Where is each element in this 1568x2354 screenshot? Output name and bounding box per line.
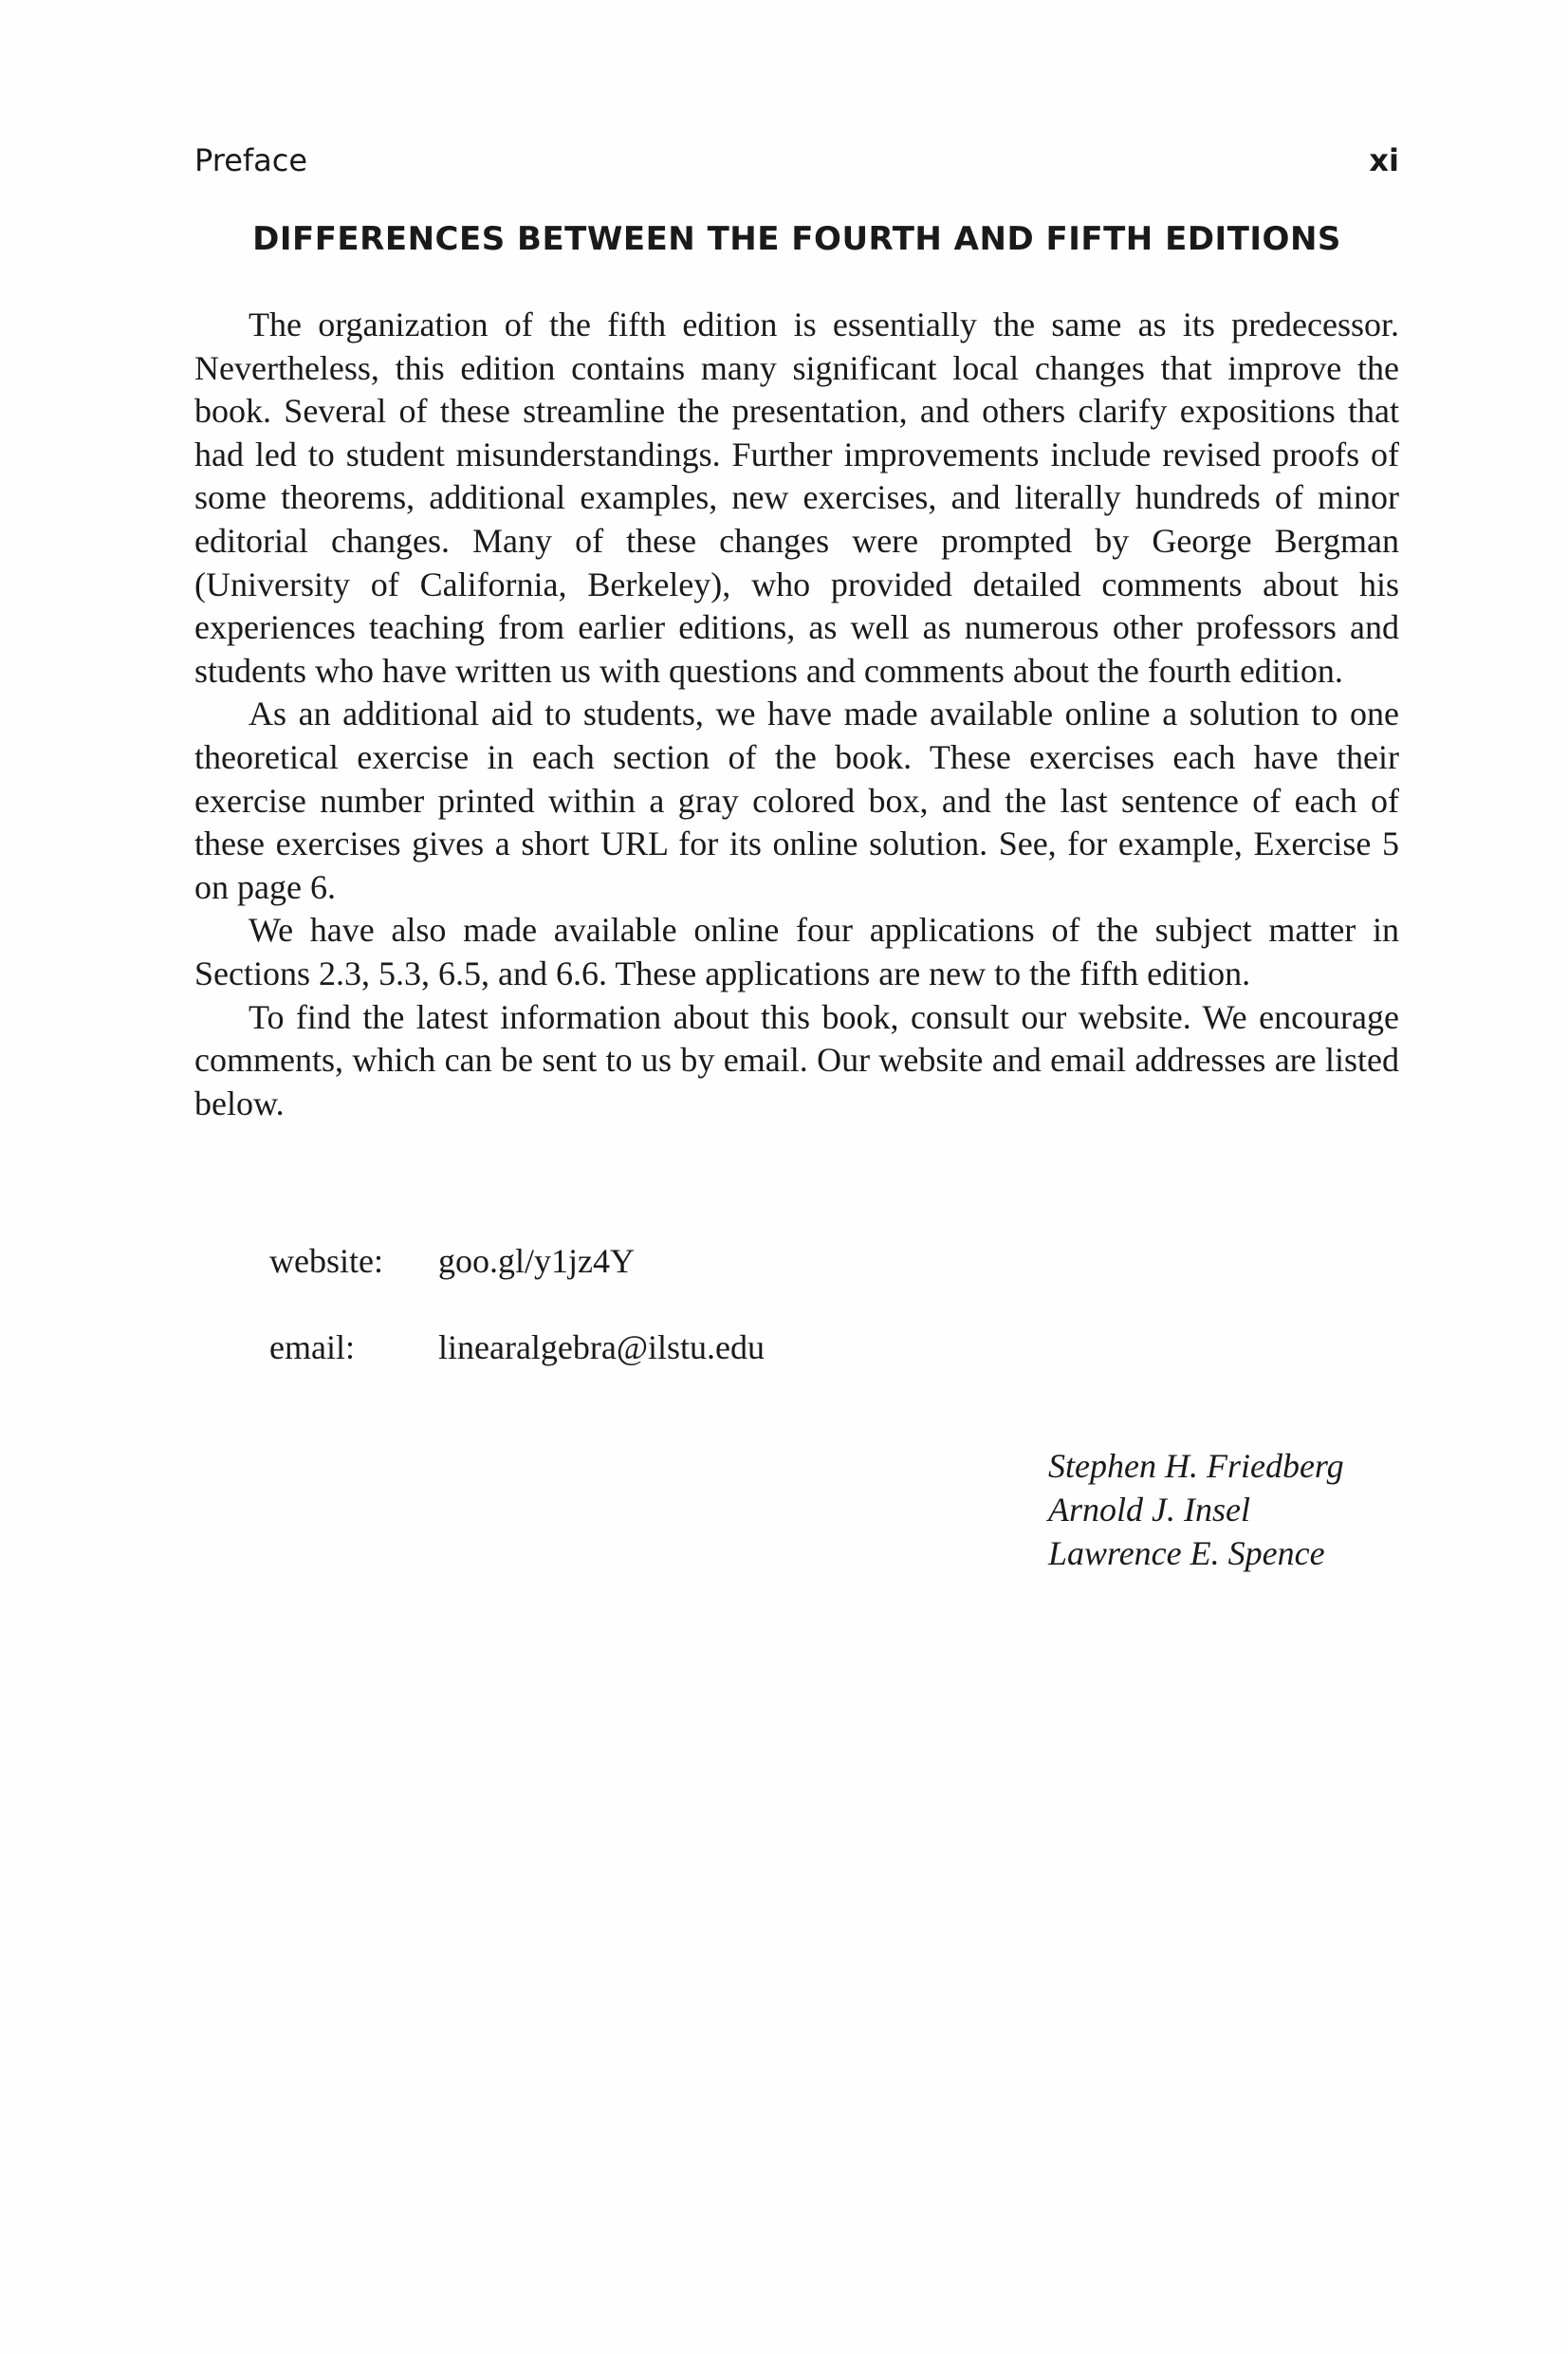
website-label: website:: [269, 1242, 383, 1280]
paragraph: To find the latest information about this book, consult our website. We encourage comments, which can be sent to us by email. Our website and email addresses are listed below.: [194, 997, 1399, 1122]
author-name: Lawrence E. Spence: [1048, 1534, 1325, 1572]
author-name: Stephen H. Friedberg: [1048, 1447, 1344, 1485]
paragraph: The organization of the fifth edition is essentially the same as its predecessor. Nevertheless, this edition contains many significant local changes that improve the book. Several of these streamline the presentation, and others clarify expositions that had led to student misunderstandings. Further improvements include revised proofs of some theorems, additional examples, new exercises, and literally hundreds of minor editorial changes. Many of these changes were prompted by George Bergman (University of California, Berkeley), who provided detailed comments about his experiences teaching from earlier editions, as well as numerous other professors and students who have written us with questions and comments about the fourth edition.: [194, 306, 1399, 690]
email-value: linearalgebra@ilstu.edu: [438, 1328, 766, 1366]
body-text: [194, 304, 1399, 1125]
section-heading: DIFFERENCES BETWEEN THE FOURTH AND FIFTH EDITIONS: [252, 220, 1341, 258]
author-signatures: [1048, 1444, 1344, 1575]
paragraph: As an additional aid to students, we have made available online a solution to one theoretical exercise in each section of the book. These exercises each have their exercise number printed within a gray colored box, and the last sentence of each of these exercises gives a short URL for its online solution. See, for example, Exercise 5 on page 6.: [194, 695, 1399, 906]
website-value: goo.gl/y1jz4Y: [438, 1242, 635, 1280]
running-header: [194, 142, 1399, 178]
website-row: [269, 1241, 765, 1327]
author-name: Arnold J. Insel: [1048, 1491, 1250, 1529]
email-label: email:: [269, 1328, 355, 1366]
running-title: Preface: [194, 142, 308, 178]
page-number: xi: [1369, 142, 1399, 178]
contact-list: [269, 1241, 765, 1414]
paragraph: We have also made available online four applications of the subject matter in Sections 2.3, 5.3, 6.5, and 6.6. These applications are new to the fifth edition.: [194, 911, 1399, 992]
email-row: [269, 1327, 765, 1414]
